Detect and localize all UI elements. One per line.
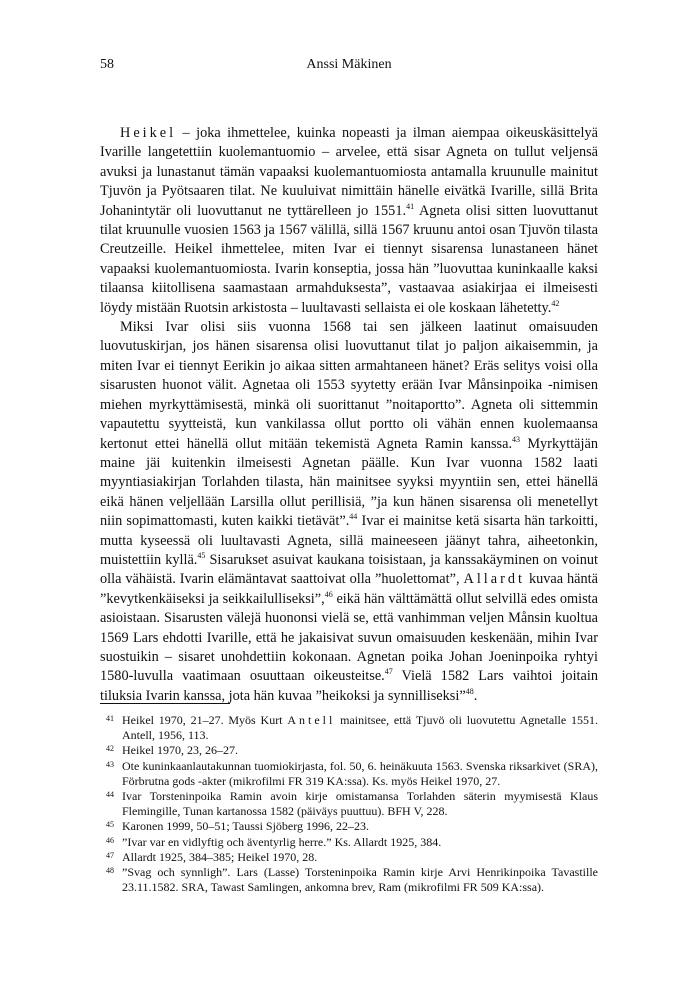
- running-head: Anssi Mäkinen: [306, 57, 392, 72]
- text-run: Sisarukset asuivat kaukana toisistaan, ja kanssakäyminen on voinut olla vähäistä. Ivarin elämäntavat saattoivat olla ”huolettomat”,: [100, 551, 598, 588]
- footnote-text: ”Ivar var en vidlyftig och äventyrlig herre.” Ks. Allardt 1925, 384.: [122, 834, 442, 849]
- footnote-number: 48: [106, 866, 114, 876]
- footnote-text: ”Svag och synnligh”. Lars (Lasse) Torsteninpoika Ramin kirje Arvi Henrikinpoika Tavastille 23.11.1582. SRA, Tawast Samlingen, ankomna brev, Ram (mikrofilmi FR 509 KA:ssa).: [122, 865, 598, 895]
- page-header: [100, 57, 598, 77]
- footnote: [100, 759, 598, 789]
- footnote-ref[interactable]: 46: [324, 589, 333, 599]
- author-name: Heikel: [120, 125, 177, 141]
- paragraph: [100, 318, 598, 706]
- footnote-divider: [100, 703, 230, 704]
- main-text: [100, 124, 598, 706]
- text-run: .: [473, 687, 478, 704]
- text-run: Ivar ei mainitse ketä sisarta hän tarkoitti, mutta kyseessä oli luultavasti Agneta, sillä maineeseen jäänyt tahra, aiheetonkin, muistettiin kyllä.: [100, 513, 598, 568]
- page-number: 58: [100, 57, 114, 72]
- footnote-text: Heikel 1970, 21–27. Myös Kurt: [122, 713, 288, 727]
- footnote-ref[interactable]: 41: [406, 201, 415, 211]
- footnote-text: Allardt 1925, 384–385; Heikel 1970, 28.: [122, 849, 318, 864]
- footnote-number: 43: [106, 759, 114, 769]
- paragraph: [100, 124, 598, 318]
- text-run: – joka ihmettelee, kuinka nopeasti ja ilman aiempaa oikeuskäsittelyä Ivarille langetettiin kuolemantuomio – arvelee, että sisar Agneta on tullut veljensä avuksi ja lunastanut tämän vapaaksi kuolemantuomiosta antamalla kruunulle mainitut Tjuvön ja Pyötsaaren tilat. Ne kuuluivat nimittäin hänelle eivätkä Ivarille, sillä Brita Johanintytär oli luovuttanut ne tyttärelleen jo 1551.: [100, 125, 598, 219]
- footnote-ref[interactable]: 48: [465, 686, 474, 696]
- footnote: [100, 789, 598, 819]
- text-run: Myrkyttäjän maine jäi kuitenkin ilmeisesti Agnetan päälle. Kun Ivar vuonna 1582 laati myyntiasiakirjan Torlahden tilasta, hän mainitsee syyksi myyntiin sen, ettei hänellä eikä hänen veljellään Larsilla ollut perillisiä, ”ja kun hänen sisarensa oli menetellyt niin sopimattomasti, kuten kaikki tietävät”.: [100, 435, 598, 530]
- text-run: Agneta olisi sitten luovuttanut tilat kruunulle vuosien 1563 ja 1567 välillä, sillä 1567 kruunu antoi osan Tjuvön tilasta Creutzeille. Heikel ihmettelee, miten Ivar ei tiennyt sisarensa lunastaneen hänet vapaaksi kuolemantuomiosta. Ivarin konseptia, jossa hän ”luovuttaa kuninkaalle kaksi tilaansa kiitollisena saamastaan armahduksesta”, vastaavaa asiakirjaa ei ilmeisesti löydy mistään Ruotsin arkistosta – luultavasti sellaista ei ole koskaan lähetetty.: [100, 202, 599, 316]
- footnote: [100, 819, 598, 834]
- footnote-number: 41: [106, 714, 114, 723]
- footnote: [100, 835, 598, 850]
- footnote: [100, 850, 598, 865]
- footnote-text: Karonen 1999, 50–51; Taussi Sjöberg 1996, 22–23.: [122, 819, 370, 834]
- footnote-number: 44: [106, 790, 114, 800]
- footnote-ref[interactable]: 42: [551, 298, 560, 308]
- footnote-text: Ote kuninkaanlautakunnan tuomiokirjasta, fol. 50, 6. heinäkuuta 1563. Svenska riksarkivet (SRA), Förbrutna gods -akter (mikrofilmi FR 319 KA:ssa). Ks. myös Heikel 1970, 27.: [122, 758, 598, 788]
- footnote-text: Heikel 1970, 23, 26–27.: [122, 743, 238, 758]
- footnote-number: 45: [106, 820, 114, 830]
- author-name: Antell: [287, 713, 336, 727]
- footnote-number: 46: [106, 835, 114, 845]
- author-name: Allardt: [463, 571, 525, 588]
- text-run: kuvaa häntä ”kevytkenkäiseksi ja seikkailulliseksi”,: [100, 571, 598, 607]
- text-run: Vielä 1582 Lars vaihtoi joitain tiluksia Ivarin kanssa, jota hän kuvaa ”heikoksi ja synnilliseksi”: [100, 668, 598, 704]
- text-run: Miksi Ivar olisi siis vuonna 1568 tai sen jälkeen laatinut omaisuuden luovutuskirjan, jos hänen sisarensa olisi luovuttanut tilat jo paljon aikaisemmin, ja miten Ivar ei tiennyt Eerikin jo aikaa sitten armahtaneen hänet? Eräs selitys voisi olla sisarusten huonot välit. Agnetaa oli 1553 syytetty erään Ivar Månsinpoika -nimisen miehen myrkyttämisestä, minkä oli suorittanut ”noitaportto”. Agneta oli sittemmin vapautettu syytteistä, kun vankilassa ollut portto oli vähän ennen kuolemaansa kertonut ettei hänellä ollut mitään tekemistä Agneta Ramin kanssa.: [100, 319, 598, 452]
- footnote: [100, 713, 598, 743]
- footnote-number: 47: [106, 850, 114, 860]
- text-run: eikä hän välttämättä ollut selvillä edes omista asioistaan. Sisarusten välejä huononsi vielä se, että vanhimman veljen Månsin kuoltua 1569 Lars ehdotti Ivarille, että he jakaisivat suvun omaisuuden keskenään, mihin Ivar suostuikin – sisaret unohdettiin kokonaan. Agnetan poika Johan Joeninpoika ryhtyi 1580-luvulla vaatimaan osuuttaan oikeusteitse.: [100, 590, 598, 685]
- footnotes: [100, 713, 598, 895]
- footnote: [100, 865, 598, 895]
- footnote-number: 42: [106, 744, 114, 754]
- footnote-ref[interactable]: 47: [384, 667, 393, 677]
- footnote: [100, 743, 598, 758]
- footnote-ref[interactable]: 45: [197, 550, 206, 560]
- footnote-text: Ivar Torsteninpoika Ramin avoin kirje omistamansa Torlahden säterin myymisestä Klaus Flemingille, Tunan kartanossa 1582 (päiväys puuttuu). BFH V, 228.: [122, 789, 598, 819]
- footnote-ref[interactable]: 43: [512, 434, 521, 444]
- footnote-ref[interactable]: 44: [349, 512, 358, 522]
- footnote-text: mainitsee, että Tjuvö oli luovutettu Agnetalle 1551. Antell, 1956, 113.: [122, 713, 598, 743]
